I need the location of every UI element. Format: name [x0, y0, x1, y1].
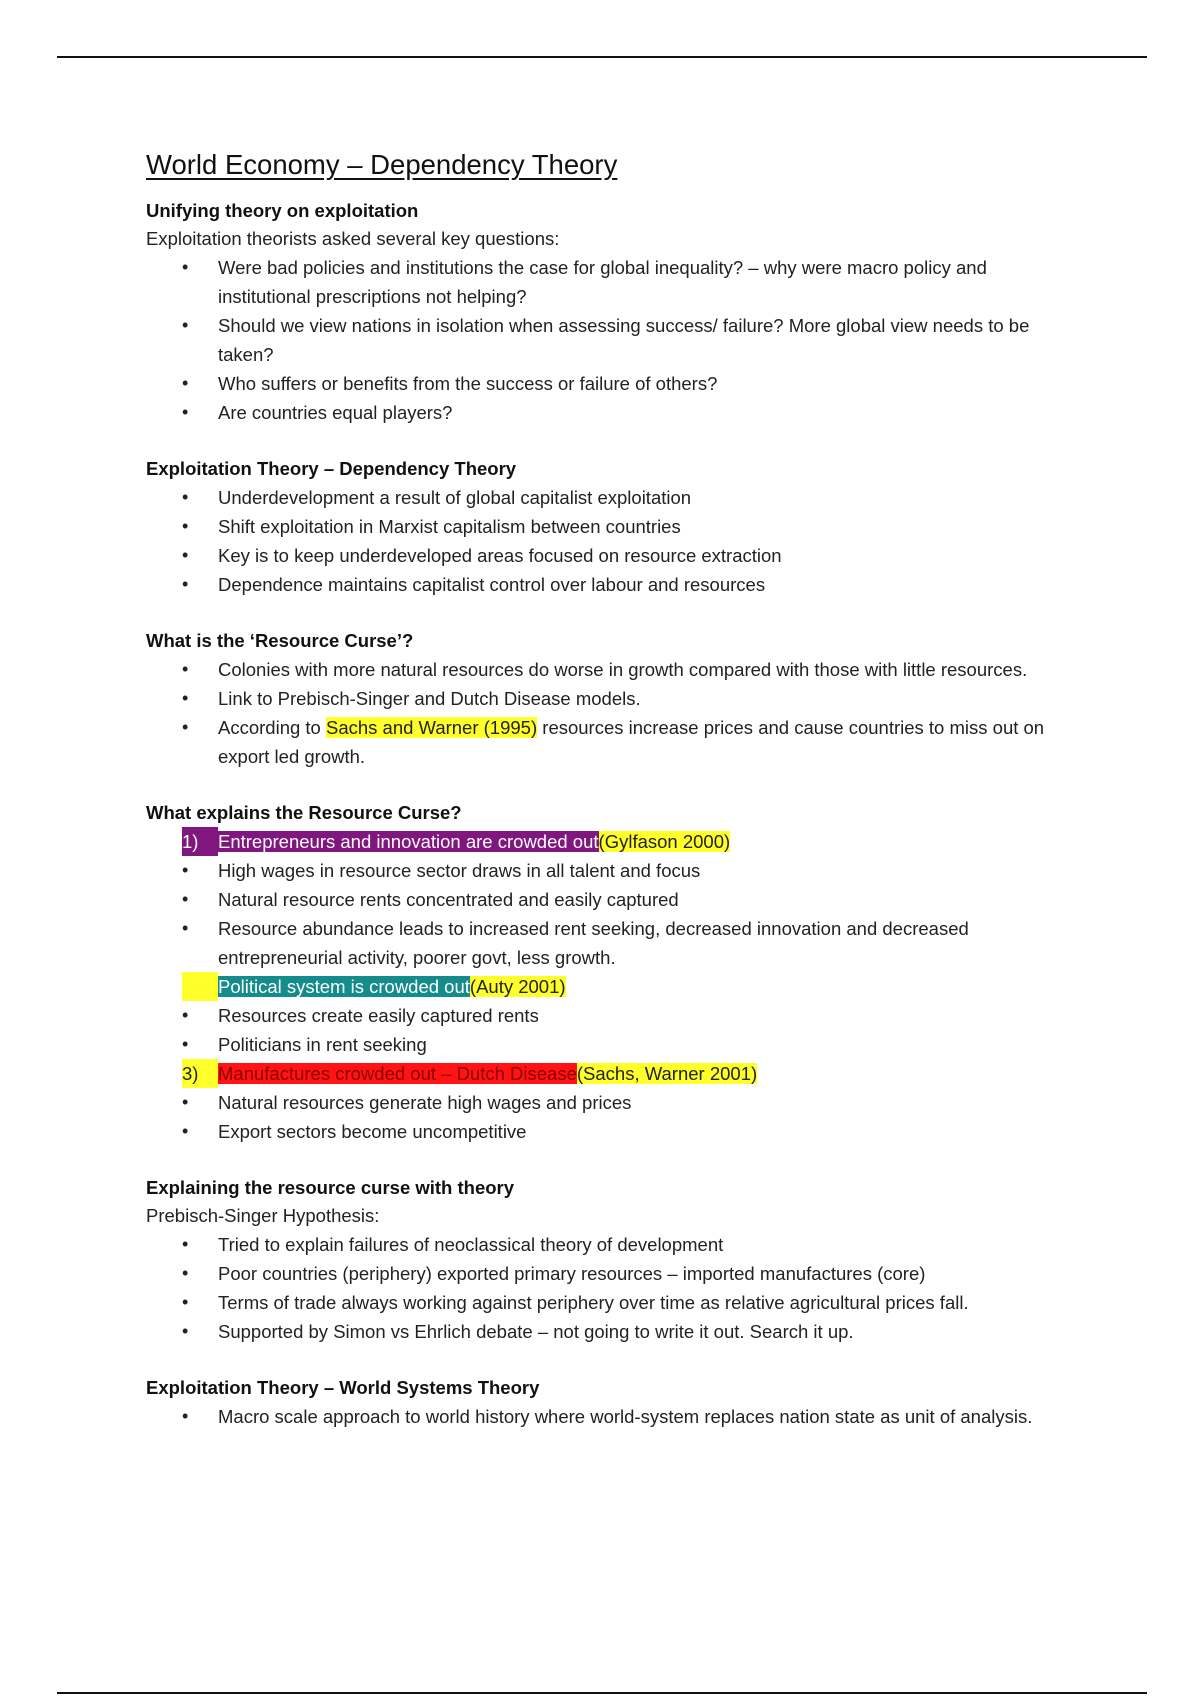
- section-intro: Prebisch-Singer Hypothesis:: [146, 1205, 380, 1226]
- document-body: [146, 145, 1076, 1431]
- section-heading: Exploitation Theory – World Systems Theory: [146, 1377, 540, 1398]
- list-item: • Export sectors become uncompetitive: [146, 1117, 1076, 1146]
- bullet-list: [146, 483, 1076, 599]
- numbered-point-1: [146, 827, 1076, 856]
- citation-highlight: (Auty 2001): [469, 976, 566, 997]
- citation-highlight: (Sachs, Warner 2001): [576, 1063, 758, 1084]
- list-item: • Colonies with more natural resources do worse in growth compared with those with little resources.: [146, 655, 1076, 684]
- list-item: • Who suffers or benefits from the success or failure of others?: [146, 369, 1076, 398]
- bullet-list: [146, 856, 1076, 972]
- list-item: • Supported by Simon vs Ehrlich debate – not going to write it out. Search it up.: [146, 1317, 1076, 1346]
- list-item: • Terms of trade always working against periphery over time as relative agricultural prices fall.: [146, 1288, 1076, 1317]
- list-item: • Were bad policies and institutions the case for global inequality? – why were macro policy and institutional prescriptions not helping?: [146, 253, 1076, 311]
- list-item: • Link to Prebisch-Singer and Dutch Disease models.: [146, 684, 1076, 713]
- list-item: • Natural resources generate high wages and prices: [146, 1088, 1076, 1117]
- section-heading: Exploitation Theory – Dependency Theory: [146, 458, 517, 479]
- page-title: World Economy – Dependency Theory: [146, 149, 618, 180]
- list-item: • Resources create easily captured rents: [146, 1001, 1076, 1030]
- bullet-list: [146, 1088, 1076, 1146]
- citation-highlight: Sachs and Warner (1995): [325, 717, 538, 738]
- section-heading: What is the ‘Resource Curse’?: [146, 630, 414, 651]
- point-number: 2): [182, 972, 218, 1001]
- list-item: • Natural resource rents concentrated and easily captured: [146, 885, 1076, 914]
- bullet-list: [146, 655, 1076, 771]
- list-item-text: resources increase prices and cause countries to miss out on export led growth.: [218, 717, 1045, 767]
- section-heading: Unifying theory on exploitation: [146, 200, 419, 221]
- section-heading: What explains the Resource Curse?: [146, 802, 462, 823]
- bullet-list: [146, 1402, 1076, 1431]
- list-item: • Dependence maintains capitalist control over labour and resources: [146, 570, 1076, 599]
- top-rule: [57, 56, 1147, 58]
- section-intro: Exploitation theorists asked several key questions:: [146, 228, 560, 249]
- numbered-point-2: [146, 972, 1076, 1001]
- section-heading: Explaining the resource curse with theory: [146, 1177, 515, 1198]
- list-item: • Should we view nations in isolation when assessing success/ failure? More global view needs to be taken?: [146, 311, 1076, 369]
- bottom-rule: [57, 1692, 1147, 1694]
- list-item: • Macro scale approach to world history where world-system replaces nation state as unit of analysis.: [146, 1402, 1076, 1431]
- list-item: • Poor countries (periphery) exported primary resources – imported manufactures (core): [146, 1259, 1076, 1288]
- point-text-highlight: Entrepreneurs and innovation are crowded out: [218, 831, 599, 852]
- citation-highlight: (Gylfason 2000): [598, 831, 731, 852]
- bullet-list: [146, 1230, 1076, 1346]
- numbered-point-3: [146, 1059, 1076, 1088]
- list-item: • Are countries equal players?: [146, 398, 1076, 427]
- list-item: • Key is to keep underdeveloped areas focused on resource extraction: [146, 541, 1076, 570]
- point-text-highlight: Political system is crowded out: [218, 976, 470, 997]
- list-item: • Politicians in rent seeking: [146, 1030, 1076, 1059]
- bullet-list: [146, 1001, 1076, 1059]
- bullet-list: [146, 253, 1076, 427]
- list-item: • Resource abundance leads to increased rent seeking, decreased innovation and decreased entrepreneurial activity, poorer govt, less growth.: [146, 914, 1076, 972]
- point-number: 1): [182, 827, 218, 856]
- list-item: • Underdevelopment a result of global capitalist exploitation: [146, 483, 1076, 512]
- list-item: • Tried to explain failures of neoclassical theory of development: [146, 1230, 1076, 1259]
- list-item: • High wages in resource sector draws in all talent and focus: [146, 856, 1076, 885]
- list-item-text: According to: [218, 717, 326, 738]
- list-item: • Shift exploitation in Marxist capitalism between countries: [146, 512, 1076, 541]
- point-number: 3): [182, 1059, 218, 1088]
- point-text-highlight: Manufactures crowded out – Dutch Disease: [218, 1063, 577, 1084]
- list-item: [146, 713, 1076, 771]
